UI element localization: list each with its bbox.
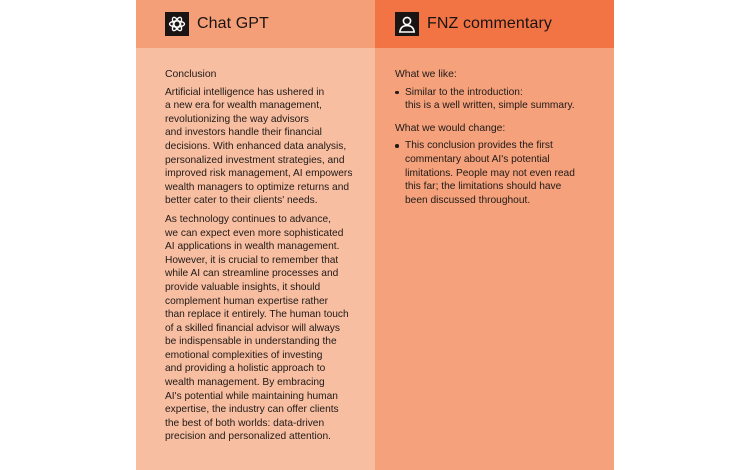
openai-logo-icon bbox=[165, 12, 189, 36]
user-icon bbox=[395, 12, 419, 36]
what-we-like-heading: What we like: bbox=[395, 69, 457, 80]
what-we-would-change-list bbox=[395, 139, 600, 207]
conclusion-paragraph-2: As technology continues to advance, we can expect even more sophisticated AI applications in wealth management. However, it is crucial to remember that while AI can streamline processes and provide valuable insights, it should complement human expertise rather than replace it entirely. The human touch of a skilled financial advisor will always be indispensable in understanding the emotional complexities of investing and providing a holistic approach to wealth management. By embracing AI's potential while maintaining human expertise, the industry can offer clients the best of both worlds: data-driven precision and personalized attention. bbox=[165, 213, 349, 443]
comparison-card bbox=[136, 0, 614, 470]
list-item: Similar to the introduction: this is a well written, simple summary. bbox=[405, 86, 600, 113]
what-we-would-change-heading: What we would change: bbox=[395, 122, 506, 134]
chatgpt-body bbox=[136, 48, 375, 444]
fnz-body bbox=[375, 48, 614, 207]
chatgpt-title: Chat GPT bbox=[197, 15, 269, 32]
conclusion-paragraph-1: Artificial intelligence has ushered in a new era for wealth management, revolutionizing the way advisors and investors handle their financial decisions. With enhanced data analysis, personalized investment strategies, and improved risk management, AI empowers wealth managers to optimize returns and better cater to their clients' needs. bbox=[165, 86, 353, 207]
chatgpt-column bbox=[136, 0, 375, 470]
conclusion-heading: Conclusion bbox=[165, 69, 217, 80]
fnz-title: FNZ commentary bbox=[427, 15, 552, 32]
list-item: This conclusion provides the first commentary about AI's potential limitations. People may not even read this far; the limitations should have been discussed throughout. bbox=[405, 139, 600, 207]
what-we-like-list bbox=[395, 86, 600, 113]
chatgpt-header bbox=[136, 0, 375, 48]
fnz-header bbox=[375, 0, 614, 48]
fnz-column bbox=[375, 0, 614, 470]
